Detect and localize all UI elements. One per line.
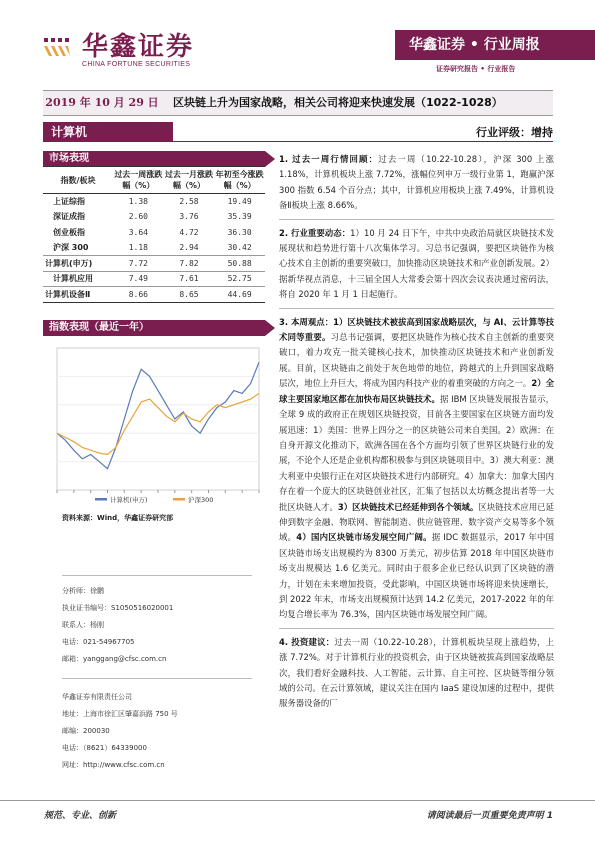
table-row: [43, 209, 265, 225]
week-change: 7.72: [113, 256, 164, 272]
table-row: [43, 240, 265, 256]
company-name: 华鑫证券有限责任公司: [62, 693, 132, 701]
ytd-change: 19.49: [227, 197, 252, 206]
row-name: 上证综指: [53, 197, 85, 206]
chart-heading: 指数表现（最近一年）: [43, 320, 265, 336]
divider: [62, 678, 252, 679]
table-row: [43, 194, 265, 210]
company-website[interactable]: 网址：http://www.cfsc.com.cn: [62, 761, 165, 769]
title-bar: [43, 90, 553, 116]
month-change: 2.94: [179, 243, 199, 252]
row-name: 计算机(申万): [43, 256, 113, 272]
ytd-change: 36.30: [227, 227, 252, 237]
month-change: 8.65: [164, 287, 215, 303]
row-name: 计算机应用: [43, 271, 113, 287]
ytd-change: 35.39: [227, 212, 252, 222]
license-number: 执业证书编号：S1050516020001: [62, 604, 174, 612]
market-heading: 市场表现: [43, 151, 265, 167]
report-date: 2019 年 10 月 29 日: [45, 96, 159, 109]
legend-label: 计算机(申万): [110, 496, 148, 504]
legend-swatch: [95, 498, 107, 501]
company-logo-english: CHINA FORTUNE SECURITIES: [82, 61, 191, 68]
month-change: 4.72: [179, 227, 199, 237]
paragraph-text: 区块链技术应用已延伸到数字金融、物联网、智能制造、供应链管理、数字资产交易等多个领域。: [279, 501, 555, 543]
paragraph-text: 过去一周（10.22-10.28），沪深 300 上涨 1.18%，计算机板块上涨 7.72%，涨幅位列申万一级行业第 1，跑赢沪深 300 指数 6.54 个百分点；其中，计算机应用板块上涨 7.49%，计算机设备Ⅱ板块上涨 8.66%。: [279, 154, 554, 211]
divider: [279, 219, 554, 220]
paragraph-text: 据 IDC 数据显示，2017 年中国区块链市场支出规模约为 8300 万美元，初步估算 2018 年中国区块链市场支出规模达 1.6 亿美元。同时由于很多企业已经认识到了区块链的潜力，计划在未来增加投资，受此影响，中国区块链市场将迎来快速增长，到 2022 年末，市场支出规模预计达到 14.2 亿美元，2017-2022 年的年均复合增长率为 76.3%，国内区块链市场发展空间广阔。: [279, 532, 555, 620]
col-header: 过去一周涨跌幅（%）: [114, 170, 163, 190]
row-name: 创业板指: [53, 227, 85, 237]
report-subtitle: 证券研究报告 • 行业报告: [436, 65, 516, 73]
month-change: 7.61: [164, 271, 215, 287]
index-chart-svg: [43, 340, 265, 508]
paragraph-subheading: 2）全球主要国家地区都在加快布局区块链技术。: [279, 378, 555, 404]
report-title: 区块链上升为国家战略，相关公司将迎来快速发展（1022-1028）: [173, 96, 503, 109]
paragraph-news: [279, 226, 554, 303]
contact-person: 联系人：杨刚: [62, 621, 104, 629]
paragraph-text: 据 IBM 区块链发展报告显示，全球 9 成的政府正在规划区块链投资，目前各主要国家在区块链方面均发展迅速：1）美国：世界上四分之一的区块链公司来自美国。2）欧洲：在自身开源文化推动下，欧洲各国在各个方面均引领了世界区块链行业的发展，不论个人还是企业机构都积极参与到区块链项目中。3）澳大利亚：澳大利亚中央银行正在对区块链技术进行内部研究。4）加拿大：加拿大国内存在着一个庞大的区块链创业社区，汇集了包括以太坊概念提出者等一大批区块链人才。: [279, 393, 554, 512]
table-row: [43, 256, 265, 272]
row-name: 计算机设备Ⅱ: [43, 287, 113, 303]
series-line-0: [57, 362, 259, 469]
analyst-name: 分析师：徐鹏: [62, 587, 104, 595]
contact-email[interactable]: 邮箱：yanggang@cfsc.com.cn: [62, 655, 167, 663]
index-chart: [43, 340, 265, 508]
footer-divider: [0, 800, 595, 801]
contact-phone: 电话：021-54967705: [62, 638, 135, 646]
paragraph-subheading: 3）区块链技术已经延伸到各个领域。: [337, 501, 479, 512]
legend-label: 沪深300: [188, 496, 214, 504]
week-change: 8.66: [113, 287, 164, 303]
divider: [62, 575, 252, 576]
body-column: [279, 152, 554, 716]
paragraph-heading: 1. 过去一周行情回顾：: [279, 154, 379, 164]
col-header: 年初至今涨跌幅（%）: [215, 170, 264, 190]
company-address: 地址：上海市徐汇区肇嘉浜路 750 号: [62, 710, 178, 718]
table-row: [43, 271, 265, 287]
chart-source: 资料来源：Wind，华鑫证券研究部: [62, 514, 174, 522]
footer-disclaimer: 请阅读最后一页重要免责声明 1: [426, 811, 553, 821]
week-change: 1.38: [128, 197, 148, 206]
paragraph-heading: 4. 投资建议：: [279, 636, 335, 647]
month-change: 7.82: [164, 256, 215, 272]
week-change: 1.18: [128, 243, 148, 252]
legend-swatch: [173, 498, 185, 501]
table-header-row: [43, 167, 265, 194]
series-line-1: [57, 393, 259, 454]
company-phone: 电话：（8621）64339000: [62, 744, 147, 752]
ytd-change: 44.69: [214, 287, 265, 303]
ytd-change: 52.75: [214, 271, 265, 287]
market-table: [43, 166, 265, 303]
report-type-banner: 华鑫证券 • 行业周报: [395, 30, 595, 60]
divider: [279, 628, 554, 629]
company-logo-text: 华鑫证券: [82, 32, 195, 62]
col-header: 过去一月涨跌幅（%）: [164, 170, 213, 190]
table-row: [43, 225, 265, 241]
month-change: 3.76: [179, 212, 199, 222]
paragraph-subheading: 4）国内区块链市场发展空间广阔。: [296, 532, 432, 543]
paragraph-heading: 2. 行业重要动态：: [279, 227, 351, 238]
paragraph-view: [279, 315, 554, 623]
paragraph-text: 过去一周（10.22-10.28），计算机板块呈现上涨趋势，上涨 7.72%。对于计算机行业的投资机会，由于区块链被拔高到国家战略层次，我们看好金融科技、人工智能、云计算、自主可控、区块链等细分领域的公司。在云计算领域，建议关注在国内 IaaS 建设加速的过程中，提供服务器设备的厂: [279, 636, 554, 709]
page-header: [0, 0, 595, 82]
company-postcode: 邮编：200030: [62, 727, 110, 735]
week-change: 7.49: [113, 271, 164, 287]
ytd-change: 50.88: [214, 256, 265, 272]
industry-name: 计算机: [43, 122, 173, 142]
week-change: 3.64: [128, 227, 148, 237]
col-header: 指数/板块: [60, 175, 96, 185]
ytd-change: 30.42: [227, 243, 252, 252]
paragraph-heading: 3. 本周观点：1）区块链技术被拔高到国家战略层次，与 AI、云计算等技术同等重要。: [279, 316, 554, 343]
month-change: 2.58: [179, 197, 199, 206]
divider: [279, 308, 554, 309]
paragraph-advice: [279, 635, 554, 712]
company-logo-icon: [43, 36, 71, 58]
row-name: 沪深 300: [53, 243, 89, 252]
row-name: 深证成指: [53, 212, 85, 222]
industry-rating: 行业评级：增持: [476, 126, 553, 139]
paragraph-text: 1）10 月 24 日下午，中共中央政治局就区块链技术发展现状和趋势进行第十八次集体学习。习总书记强调，要把区块链作为核心技术自主创新的重要突破口，加快推动区块链技术和产业创新发展。2）据新华视点消息，十三届全国人大常委会第十四次会议表决通过密码法，将自 2020 年 1 月 1 日起施行。: [279, 227, 554, 300]
footer-slogan: 规范、专业、创新: [44, 811, 117, 821]
week-change: 2.60: [128, 212, 148, 222]
table-row: [43, 287, 265, 303]
paragraph-review: [279, 152, 554, 214]
paragraph-text: 习总书记强调，要把区块链作为核心技术自主创新的重要突破口，着力攻克一批关键核心技术，加快推动区块链技术和产业创新发展。目前，区块链由之前处于灰色地带的地位，跨越式的上升到国家战略层次，地位上升巨大，将成为国内科技产业的着重突破的方向之一。: [279, 332, 555, 389]
chart-frame: [57, 348, 259, 490]
